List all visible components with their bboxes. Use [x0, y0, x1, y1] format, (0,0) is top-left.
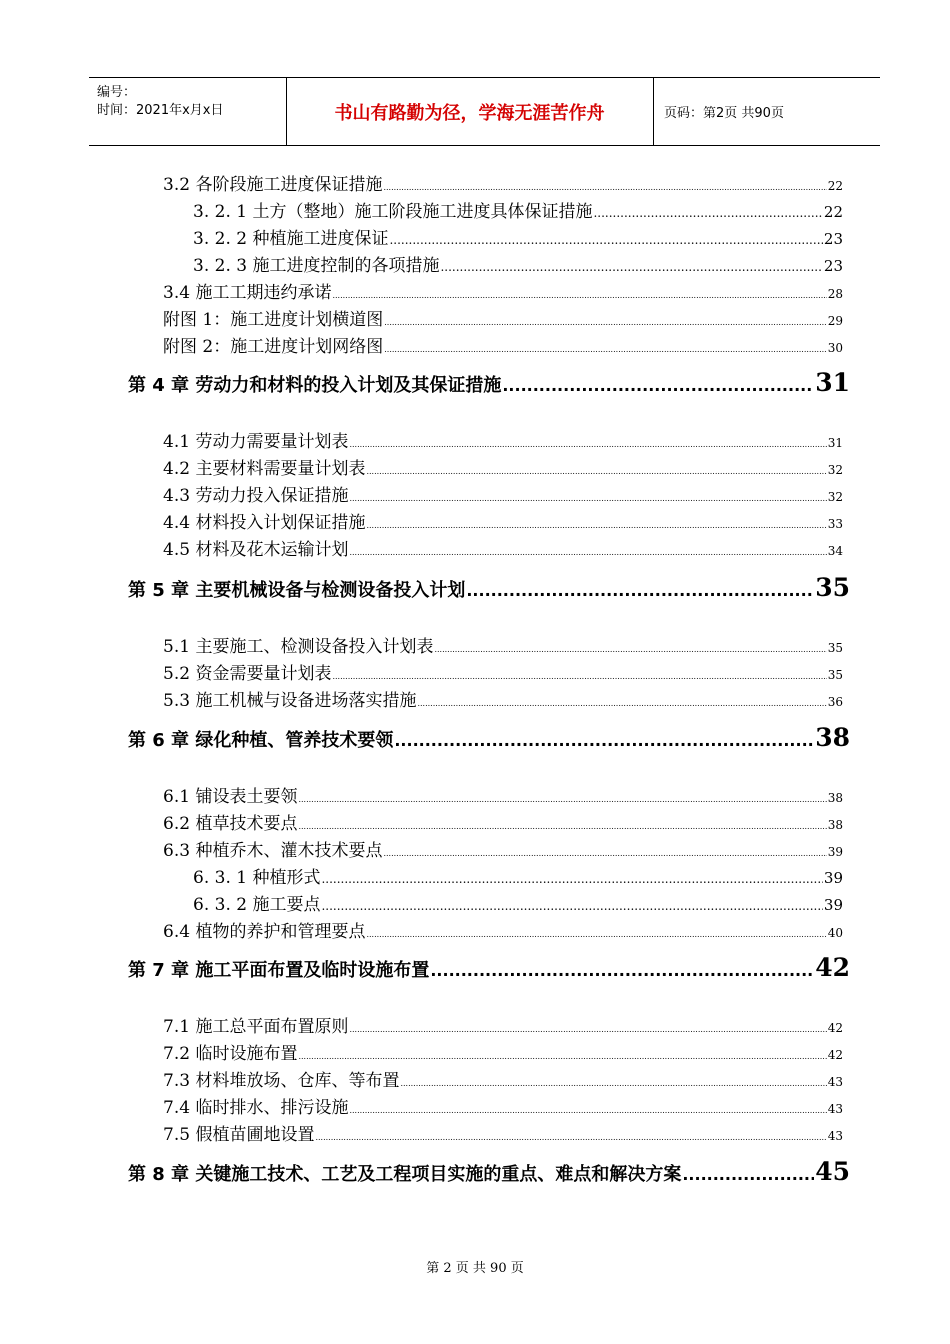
toc-entry-page: 43 [827, 1102, 843, 1116]
toc-leader-dots [682, 1165, 814, 1184]
toc-entry-title: 6.3 种植乔木、灌木技术要点 [163, 841, 383, 861]
toc-entry-title: 7.3 材料堆放场、仓库、等布置 [163, 1071, 400, 1091]
toc-entry-page: 43 [827, 1075, 843, 1089]
toc-entry-page: 42 [827, 1021, 843, 1035]
toc-chapter-page: 31 [815, 368, 850, 397]
toc-chapter-7[interactable] [128, 953, 850, 982]
toc-entry-title: 5.3 施工机械与设备进场落实措施 [163, 691, 417, 711]
toc-leader-dots [366, 930, 826, 939]
toc-entry-title: 附图 2：施工进度计划网络图 [163, 337, 384, 357]
toc-leader-dots [394, 731, 814, 750]
header-slogan: 书山有路勤为径，学海无涯苦作舟 [334, 102, 605, 124]
toc-entry-6-3-2[interactable] [193, 890, 843, 915]
toc-entry-appendix-1[interactable] [163, 305, 843, 330]
toc-entry-page: 39 [827, 845, 843, 859]
toc-leader-dots [321, 872, 822, 886]
toc-entry-page: 40 [827, 926, 843, 940]
toc-chapter-title: 第 5 章 主要机械设备与检测设备投入计划 [128, 580, 466, 601]
toc-entry-6-3-1[interactable] [193, 863, 843, 888]
toc-entry-page: 31 [827, 436, 843, 450]
toc-entry-title: 4.1 劳动力需要量计划表 [163, 432, 349, 452]
toc-entry-title: 3. 2. 1 土方（整地）施工阶段施工进度具体保证措施 [193, 202, 593, 222]
toc-chapter-title: 第 8 章 关键施工技术、工艺及工程项目实施的重点、难点和解决方案 [128, 1164, 682, 1185]
toc-entry-3-2[interactable] [163, 170, 843, 195]
toc-entry-page: 23 [823, 230, 843, 248]
toc-chapter-8[interactable] [128, 1157, 850, 1186]
toc-entry-page: 32 [827, 490, 843, 504]
toc-leader-dots [430, 961, 814, 980]
toc-leader-dots [384, 345, 826, 354]
toc-entry-title: 7.1 施工总平面布置原则 [163, 1017, 349, 1037]
toc-entry-7-2[interactable] [163, 1039, 843, 1064]
toc-entry-page: 29 [827, 314, 843, 328]
toc-chapter-title: 第 6 章 绿化种植、管养技术要领 [128, 730, 394, 751]
toc-chapter-page: 45 [815, 1157, 850, 1186]
toc-entry-7-4[interactable] [163, 1093, 843, 1118]
toc-entry-7-1[interactable] [163, 1012, 843, 1037]
toc-leader-dots [389, 233, 822, 247]
toc-leader-dots [349, 1025, 826, 1034]
toc-chapter-5[interactable] [128, 573, 850, 602]
toc-entry-title: 6.1 铺设表土要领 [163, 787, 298, 807]
document-time-label: 时间：2021年x月x日 [97, 103, 224, 118]
toc-chapter-4[interactable] [128, 368, 850, 397]
toc-entry-3-2-3[interactable] [193, 251, 843, 276]
toc-entry-page: 32 [827, 463, 843, 477]
toc-leader-dots [466, 581, 814, 600]
toc-entry-page: 42 [827, 1048, 843, 1062]
toc-entry-4-4[interactable] [163, 508, 843, 533]
toc-entry-6-3[interactable] [163, 836, 843, 861]
toc-entry-6-1[interactable] [163, 782, 843, 807]
page-footer: 第 2 页 共 90 页 [426, 1261, 524, 1276]
toc-entry-7-3[interactable] [163, 1066, 843, 1091]
toc-entry-5-1[interactable] [163, 632, 843, 657]
document-number-label: 编号： [97, 85, 137, 100]
toc-chapter-6[interactable] [128, 723, 850, 752]
toc-entry-title: 5.1 主要施工、检测设备投入计划表 [163, 637, 434, 657]
toc-leader-dots [298, 1052, 826, 1061]
toc-entry-title: 3. 2. 3 施工进度控制的各项措施 [193, 256, 440, 276]
toc-leader-dots [332, 291, 826, 300]
toc-leader-dots [332, 672, 826, 681]
toc-leader-dots [440, 260, 822, 274]
toc-chapter-page: 42 [815, 953, 850, 982]
toc-leader-dots [366, 467, 826, 476]
toc-entry-page: 34 [827, 544, 843, 558]
toc-entry-page: 39 [823, 896, 843, 914]
toc-entry-title: 6. 3. 2 施工要点 [193, 895, 321, 915]
toc-chapter-title: 第 4 章 劳动力和材料的投入计划及其保证措施 [128, 375, 502, 396]
toc-leader-dots [593, 206, 822, 220]
toc-leader-dots [315, 1133, 826, 1142]
toc-entry-title: 6.2 植草技术要点 [163, 814, 298, 834]
toc-entry-3-2-1[interactable] [193, 197, 843, 222]
toc-leader-dots [502, 376, 814, 395]
toc-entry-page: 22 [823, 203, 843, 221]
toc-entry-page: 30 [827, 341, 843, 355]
toc-entry-page: 39 [823, 869, 843, 887]
toc-entry-page: 38 [827, 818, 843, 832]
toc-entry-title: 3. 2. 2 种植施工进度保证 [193, 229, 389, 249]
toc-leader-dots [349, 548, 826, 557]
toc-leader-dots [366, 521, 826, 530]
toc-leader-dots [434, 645, 826, 654]
toc-entry-title: 7.2 临时设施布置 [163, 1044, 298, 1064]
toc-entry-title: 4.3 劳动力投入保证措施 [163, 486, 349, 506]
toc-entry-7-5[interactable] [163, 1120, 843, 1145]
toc-entry-4-3[interactable] [163, 481, 843, 506]
toc-chapter-page: 35 [815, 573, 850, 602]
toc-entry-title: 4.5 材料及花木运输计划 [163, 540, 349, 560]
toc-entry-title: 7.4 临时排水、排污设施 [163, 1098, 349, 1118]
toc-entry-title: 3.4 施工工期违约承诺 [163, 283, 332, 303]
toc-leader-dots [417, 699, 826, 708]
toc-leader-dots [349, 1106, 826, 1115]
toc-entry-title: 5.2 资金需要量计划表 [163, 664, 332, 684]
toc-leader-dots [383, 849, 826, 858]
toc-entry-page: 22 [827, 179, 843, 193]
toc-leader-dots [383, 183, 826, 192]
toc-entry-page: 38 [827, 791, 843, 805]
toc-entry-3-2-2[interactable] [193, 224, 843, 249]
toc-entry-title: 7.5 假植苗圃地设置 [163, 1125, 315, 1145]
toc-entry-4-5[interactable] [163, 535, 843, 560]
toc-chapter-title: 第 7 章 施工平面布置及临时设施布置 [128, 960, 430, 981]
toc-entry-page: 36 [827, 695, 843, 709]
toc-entry-page: 23 [823, 257, 843, 275]
toc-entry-page: 35 [827, 668, 843, 682]
toc-leader-dots [298, 795, 826, 804]
toc-chapter-page: 38 [815, 723, 850, 752]
toc-leader-dots [321, 899, 822, 913]
toc-leader-dots [349, 494, 826, 503]
toc-entry-appendix-2[interactable] [163, 332, 843, 357]
toc-entry-title: 4.4 材料投入计划保证措施 [163, 513, 366, 533]
toc-entry-6-4[interactable] [163, 917, 843, 942]
toc-entry-title: 3.2 各阶段施工进度保证措施 [163, 175, 383, 195]
toc-leader-dots [384, 318, 826, 327]
toc-entry-3-4[interactable] [163, 278, 843, 303]
toc-entry-page: 43 [827, 1129, 843, 1143]
toc-entry-4-2[interactable] [163, 454, 843, 479]
toc-entry-page: 33 [827, 517, 843, 531]
header-page-label: 页码：第2页 共90页 [664, 106, 784, 121]
toc-entry-title: 6. 3. 1 种植形式 [193, 868, 321, 888]
toc-entry-page: 35 [827, 641, 843, 655]
toc-leader-dots [298, 822, 826, 831]
toc-leader-dots [349, 440, 826, 449]
toc-entry-5-2[interactable] [163, 659, 843, 684]
toc-entry-6-2[interactable] [163, 809, 843, 834]
toc-entry-4-1[interactable] [163, 427, 843, 452]
toc-entry-title: 附图 1：施工进度计划横道图 [163, 310, 384, 330]
toc-entry-title: 6.4 植物的养护和管理要点 [163, 922, 366, 942]
toc-entry-title: 4.2 主要材料需要量计划表 [163, 459, 366, 479]
toc-entry-5-3[interactable] [163, 686, 843, 711]
toc-leader-dots [400, 1079, 826, 1088]
toc-entry-page: 28 [827, 287, 843, 301]
